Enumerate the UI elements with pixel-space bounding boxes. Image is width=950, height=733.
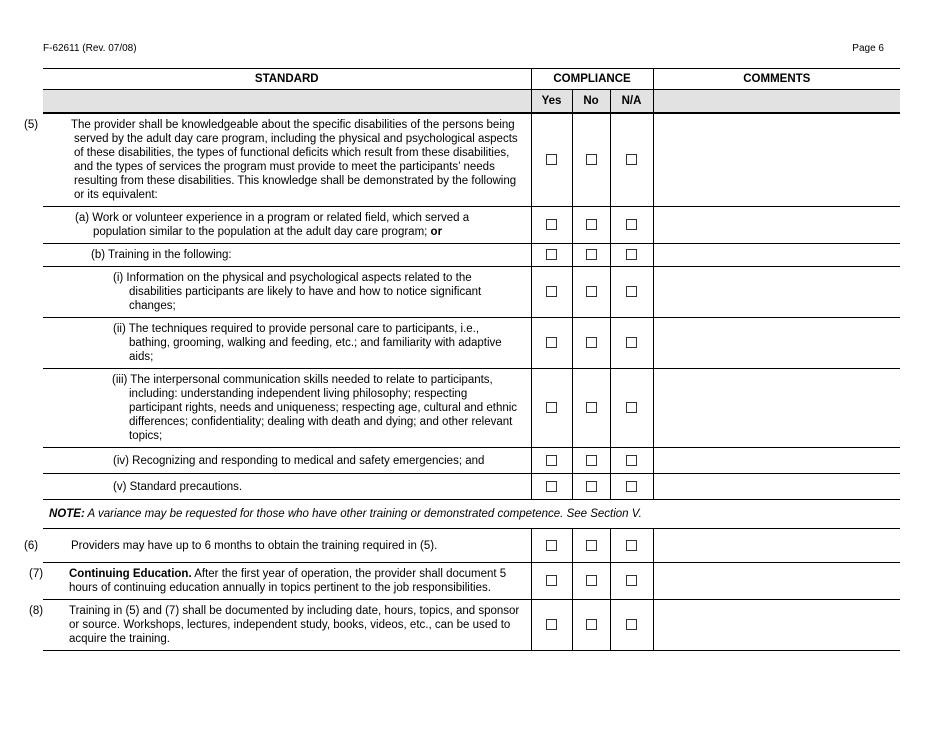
yes-checkbox[interactable] bbox=[546, 286, 557, 297]
standard-text: (b) Training in the following: bbox=[43, 244, 531, 267]
table-row bbox=[43, 474, 900, 500]
na-checkbox[interactable] bbox=[626, 455, 637, 466]
no-checkbox[interactable] bbox=[586, 540, 597, 551]
no-checkbox[interactable] bbox=[586, 402, 597, 413]
compliance-header: COMPLIANCE bbox=[531, 69, 653, 90]
no-checkbox[interactable] bbox=[586, 455, 597, 466]
note-text: NOTE: A variance may be requested for those who have other training or demonstrated competence. See Section V. bbox=[43, 500, 900, 529]
no-checkbox[interactable] bbox=[586, 154, 597, 165]
yes-checkbox[interactable] bbox=[546, 337, 557, 348]
comments-cell[interactable] bbox=[653, 207, 900, 244]
table-row bbox=[43, 113, 900, 207]
compliance-table bbox=[24, 68, 900, 651]
comments-cell[interactable] bbox=[653, 563, 900, 600]
comments-cell[interactable] bbox=[653, 600, 900, 651]
standard-text: (7) Continuing Education. After the first year of operation, the provider shall document 5 hours of continuing education annually in topics pertinent to the job responsibilities. bbox=[43, 563, 531, 600]
no-checkbox[interactable] bbox=[586, 575, 597, 586]
yes-checkbox[interactable] bbox=[546, 619, 557, 630]
yes-checkbox[interactable] bbox=[546, 575, 557, 586]
page-number: Page 6 bbox=[852, 43, 884, 54]
yes-checkbox[interactable] bbox=[546, 402, 557, 413]
comments-cell[interactable] bbox=[653, 267, 900, 318]
comments-cell[interactable] bbox=[653, 529, 900, 563]
yes-checkbox[interactable] bbox=[546, 481, 557, 492]
standard-text: (a) Work or volunteer experience in a program or related field, which served a population similar to the population at the adult day care program; or bbox=[43, 207, 531, 244]
na-checkbox[interactable] bbox=[626, 619, 637, 630]
na-checkbox[interactable] bbox=[626, 402, 637, 413]
yes-checkbox[interactable] bbox=[546, 249, 557, 260]
standard-text: (iv) Recognizing and responding to medical and safety emergencies; and bbox=[43, 448, 531, 474]
na-checkbox[interactable] bbox=[626, 249, 637, 260]
standard-text: (ii) The techniques required to provide personal care to participants, i.e., bathing, grooming, walking and feeding, etc.; and familiarity with adaptive aids; bbox=[43, 318, 531, 369]
table-row bbox=[43, 563, 900, 600]
na-checkbox[interactable] bbox=[626, 219, 637, 230]
comments-cell[interactable] bbox=[653, 474, 900, 500]
table-row bbox=[43, 267, 900, 318]
na-checkbox[interactable] bbox=[626, 575, 637, 586]
form-number: F-62611 (Rev. 07/08) bbox=[43, 43, 137, 54]
no-checkbox[interactable] bbox=[586, 481, 597, 492]
table-row bbox=[43, 244, 900, 267]
no-checkbox[interactable] bbox=[586, 286, 597, 297]
na-checkbox[interactable] bbox=[626, 481, 637, 492]
comments-cell[interactable] bbox=[653, 113, 900, 207]
na-checkbox[interactable] bbox=[626, 337, 637, 348]
note-row bbox=[43, 500, 900, 529]
standard-text: (6) Providers may have up to 6 months to obtain the training required in (5). bbox=[43, 529, 531, 563]
yes-checkbox[interactable] bbox=[546, 219, 557, 230]
standard-text: (v) Standard precautions. bbox=[43, 474, 531, 500]
no-checkbox[interactable] bbox=[586, 219, 597, 230]
table-row bbox=[43, 529, 900, 563]
comments-cell[interactable] bbox=[653, 369, 900, 448]
table-row bbox=[43, 600, 900, 651]
comments-header: COMMENTS bbox=[653, 69, 900, 90]
yes-checkbox[interactable] bbox=[546, 154, 557, 165]
standard-text: (iii) The interpersonal communication skills needed to relate to participants, including: understanding independent living philosophy; respecting participant rights, needs and uniqueness; respecting age, cultural and ethnic differences; confidentiality; dealing with death and dying; and other relevant topics; bbox=[43, 369, 531, 448]
yes-header: Yes bbox=[531, 90, 572, 114]
na-header: N/A bbox=[610, 90, 653, 114]
standard-text: (5) The provider shall be knowledgeable about the specific disabilities of the persons being served by the adult day care program, including the physical and psychological aspects of these disabilities, the types of functional deficits which result from these disabilities, and the types of services the program must provide to meet the participants’ needs resulting from these disabilities. This knowledge shall be demonstrated by the following or its equivalent: bbox=[43, 113, 531, 207]
no-checkbox[interactable] bbox=[586, 249, 597, 260]
table-row bbox=[43, 318, 900, 369]
no-header: No bbox=[572, 90, 610, 114]
table-row bbox=[43, 369, 900, 448]
yes-checkbox[interactable] bbox=[546, 540, 557, 551]
no-checkbox[interactable] bbox=[586, 337, 597, 348]
standard-header: STANDARD bbox=[43, 69, 531, 90]
na-checkbox[interactable] bbox=[626, 286, 637, 297]
comments-cell[interactable] bbox=[653, 318, 900, 369]
table-row bbox=[43, 448, 900, 474]
yes-checkbox[interactable] bbox=[546, 455, 557, 466]
standard-text: (8) Training in (5) and (7) shall be documented by including date, hours, topics, and sponsor or source. Workshops, lectures, independent study, books, videos, etc., can be used to acquire the training. bbox=[43, 600, 531, 651]
standard-text: (i) Information on the physical and psychological aspects related to the disabilities participants are likely to have and how to notice significant changes; bbox=[43, 267, 531, 318]
table-row bbox=[43, 207, 900, 244]
no-checkbox[interactable] bbox=[586, 619, 597, 630]
comments-cell[interactable] bbox=[653, 448, 900, 474]
na-checkbox[interactable] bbox=[626, 154, 637, 165]
comments-cell[interactable] bbox=[653, 244, 900, 267]
na-checkbox[interactable] bbox=[626, 540, 637, 551]
